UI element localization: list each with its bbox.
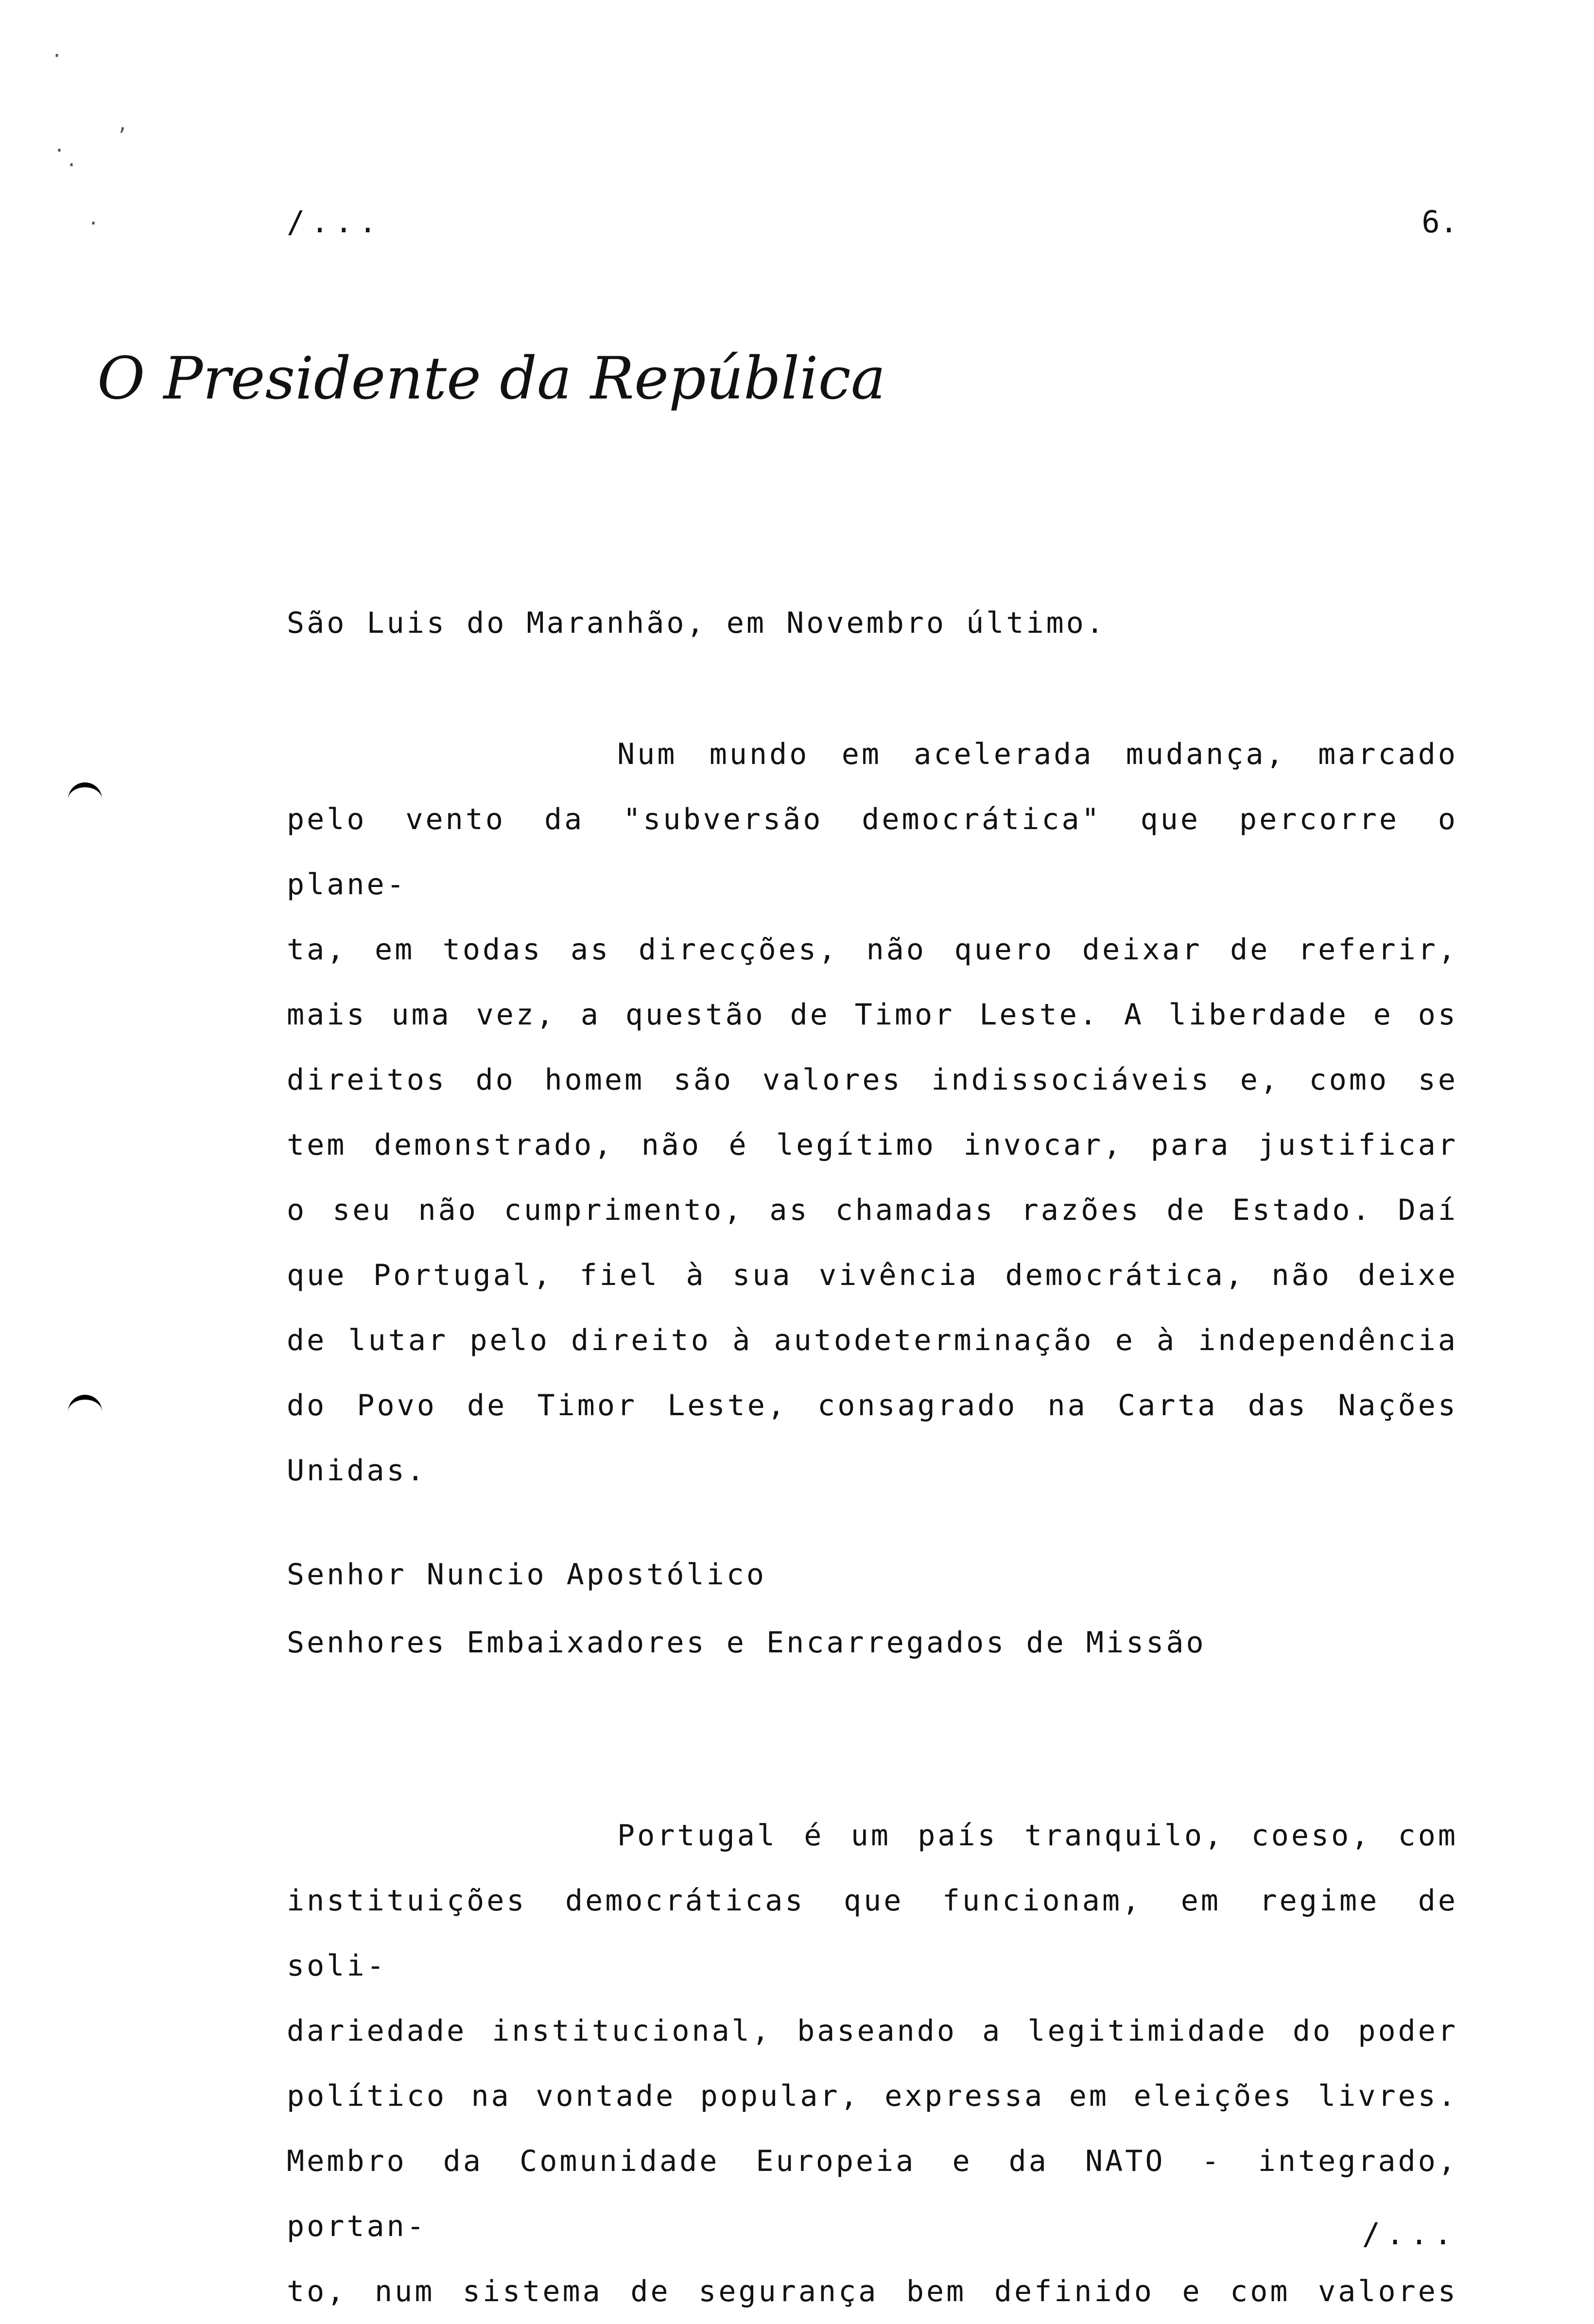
paragraph-line: de lutar pelo direito à autodeterminação e à independência	[287, 1323, 1458, 1357]
paragraph-line: Portugal é um país tranquilo, coeso, com	[617, 1819, 1458, 1853]
continuation-marker-top: /...	[287, 204, 383, 240]
paragraph-line: político na vontade popular, expressa em eleições livres.	[287, 2079, 1458, 2113]
paragraph-line: Num mundo em acelerada mudança, marcado	[617, 737, 1458, 771]
paragraph-line: pelo vento da "subversão democrática" que percorre o plane-	[287, 802, 1458, 902]
dateline	[287, 590, 1458, 656]
paragraph-line: Membro da Comunidade Europeia e da NATO - integrado, portan-	[287, 2144, 1458, 2243]
paragraph-line: mais uma vez, a questão de Timor Leste. A liberdade e os	[287, 998, 1458, 1032]
paragraph-line: ta, em todas as direcções, não quero deixar de referir,	[287, 933, 1458, 967]
punch-hole-upper	[68, 782, 102, 816]
scan-speck: ·	[53, 139, 66, 162]
dateline-text: São Luis do Maranhão, em Novembro último.	[287, 606, 1107, 640]
paragraph-line: que Portugal, fiel à sua vivência democrática, não deixe	[287, 1258, 1458, 1292]
scan-speck: ·	[66, 154, 78, 176]
page-header	[287, 204, 1458, 253]
paragraph-line: direitos do homem são valores indissociáveis e, como se	[287, 1063, 1458, 1097]
scan-speck: ·	[87, 212, 100, 235]
page-number: 6.	[1421, 204, 1458, 240]
paragraph-line: Unidas.	[287, 1454, 427, 1488]
salutation	[287, 1541, 1458, 1677]
continuation-marker-bottom: /...	[1362, 2216, 1458, 2252]
paragraph-line: dariedade institucional, baseando a legitimidade do poder	[287, 2014, 1458, 2048]
scan-speck: ·	[51, 45, 63, 67]
scan-speck: ,	[117, 113, 129, 135]
letterhead: O Presidente da República	[97, 345, 886, 413]
paragraph-line: o seu não cumprimento, as chamadas razões de Estado. Daí	[287, 1193, 1458, 1227]
paragraph-timor	[287, 722, 1458, 1503]
paragraph-line: instituições democráticas que funcionam, em regime de soli-	[287, 1884, 1458, 1983]
paragraph-line: do Povo de Timor Leste, consagrado na Carta das Nações	[287, 1388, 1458, 1422]
salutation-line: Senhores Embaixadores e Encarregados de Missão	[287, 1626, 1206, 1660]
paragraph-line: to, num sistema de segurança bem definido e com valores	[287, 2274, 1458, 2308]
punch-hole-lower	[68, 1395, 102, 1429]
paragraph-line: tem demonstrado, não é legítimo invocar, para justificar	[287, 1128, 1458, 1162]
paragraph-portugal	[287, 1803, 1458, 2324]
salutation-line: Senhor Nuncio Apostólico	[287, 1558, 766, 1592]
